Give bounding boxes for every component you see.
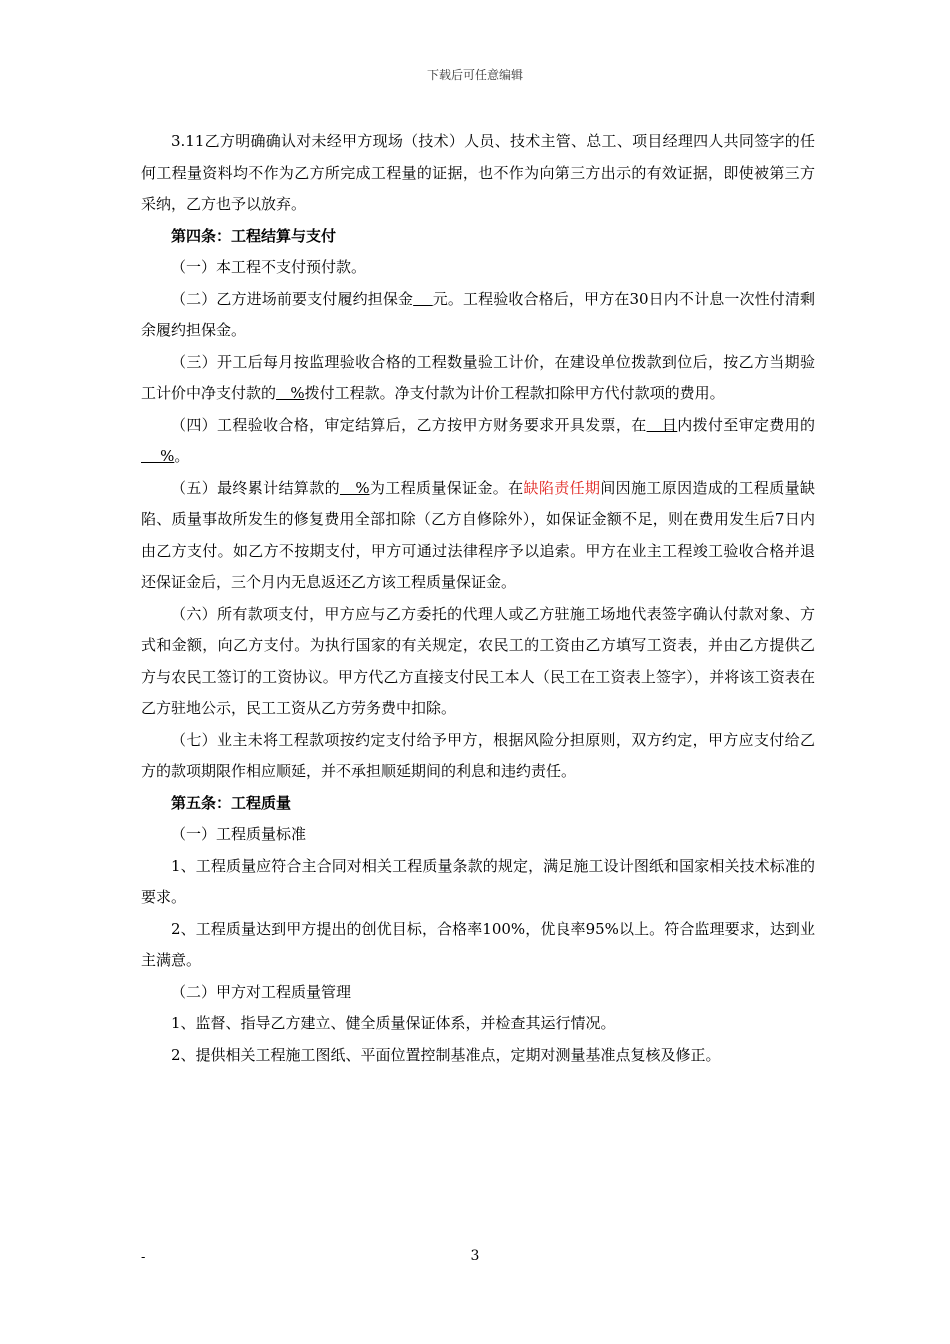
article-5-heading: 第五条：工程质量 bbox=[171, 793, 292, 812]
page-header: 下载后可任意编辑 bbox=[426, 68, 523, 82]
fill-blank: 日 bbox=[646, 415, 678, 434]
article-4-clause-6: （六）所有款项支付，甲方应与乙方委托的代理人或乙方驻施工场地代表签字确认付款对象、方式和金额，向乙方支付。为执行国家的有关规定，农民工的工资由乙方填写工资表，并由乙方提供乙方与农民工签订的工资协议。甲方代乙方直接支付民工本人（民工在工资表上签字），并将该工资表在乙方驻地公示，民工工资从乙方劳务费中扣除。 bbox=[141, 604, 815, 717]
article-4-clause-1: （一）本工程不支付预付款。 bbox=[171, 258, 367, 276]
article-5-section-2: （二）甲方对工程质量管理 bbox=[171, 982, 352, 1001]
fill-blank: % bbox=[141, 447, 175, 465]
footer-dash: - bbox=[141, 1250, 146, 1265]
clause-text: 元。工程验收合格后，甲方在30日内不计息一次性付清剩余履约担保金。 bbox=[141, 289, 815, 339]
fill-blank bbox=[413, 290, 433, 308]
clause-text: （二）乙方进场前要支付履约担保金 bbox=[171, 289, 414, 308]
clause-text: 拨付工程款。净支付款为计价工程款扣除甲方代付款项的费用。 bbox=[304, 384, 725, 402]
clause-text: 间因施工原因造成的工程质量缺陷、质量事故所发生的修复费用全部扣除（乙方自修除外），如保证金额不足，则在费用发生后7日内由乙方支付。如乙方不按期支付，甲方可通过法律程序予以追索。甲方在业主工程竣工验收合格并退还保证金后，三个月内无息返还乙方该工程质量保证金。 bbox=[141, 478, 815, 591]
page-number: 3 bbox=[470, 1248, 480, 1264]
article-5-item-1-2: 2、工程质量达到甲方提出的创优目标，合格率100%，优良率95%以上。符合监理要求，达到业主满意。 bbox=[141, 919, 815, 969]
highlighted-term: 缺陷责任期 bbox=[523, 478, 601, 497]
article-4-clause-5 bbox=[141, 473, 815, 599]
article-4-clause-7: （七）业主未将工程款项按约定支付给予甲方，根据风险分担原则，双方约定，甲方应支付给乙方的款项期限作相应顺延，并不承担顺延期间的利息和违约责任。 bbox=[141, 730, 815, 780]
article-5-item-2-2: 2、提供相关工程施工图纸、平面位置控制基准点，定期对测量基准点复核及修正。 bbox=[171, 1045, 721, 1064]
clause-text: （三）开工后每月按监理验收合格的工程数量验工计价，在建设单位拨款到位后，按乙方当期验工计价中净支付款的 bbox=[141, 352, 815, 402]
article-5-section-1: （一）工程质量标准 bbox=[171, 825, 307, 843]
clause-text: 内拨付至审定费用的 bbox=[677, 415, 815, 434]
document-body bbox=[141, 126, 815, 1071]
clause-text: 。 bbox=[174, 447, 190, 465]
article-4-clause-3 bbox=[141, 347, 815, 410]
fill-blank: % bbox=[276, 384, 305, 402]
fill-blank: % bbox=[339, 478, 370, 497]
clause-text: 为工程质量保证金。在 bbox=[369, 478, 524, 497]
article-4-clause-4 bbox=[141, 410, 815, 473]
clause-text: （四）工程验收合格，审定结算后，乙方按甲方财务要求开具发票，在 bbox=[171, 415, 647, 434]
article-5-item-2-1: 1、监督、指导乙方建立、健全质量保证体系，并检查其运行情况。 bbox=[171, 1014, 616, 1032]
paragraph-3-11: 3.11乙方明确确认对未经甲方现场（技术）人员、技术主管、总工、项目经理四人共同签字的任何工程量资料均不作为乙方所完成工程量的证据，也不作为向第三方出示的有效证据，即使被第三方采纳，乙方也予以放弃。 bbox=[141, 132, 815, 213]
article-4-heading: 第四条：工程结算与支付 bbox=[171, 226, 337, 245]
article-4-clause-2 bbox=[141, 284, 815, 347]
clause-text: （五）最终累计结算款的 bbox=[171, 478, 340, 497]
article-5-item-1-1: 1、工程质量应符合主合同对相关工程质量条款的规定，满足施工设计图纸和国家相关技术标准的要求。 bbox=[141, 856, 815, 906]
